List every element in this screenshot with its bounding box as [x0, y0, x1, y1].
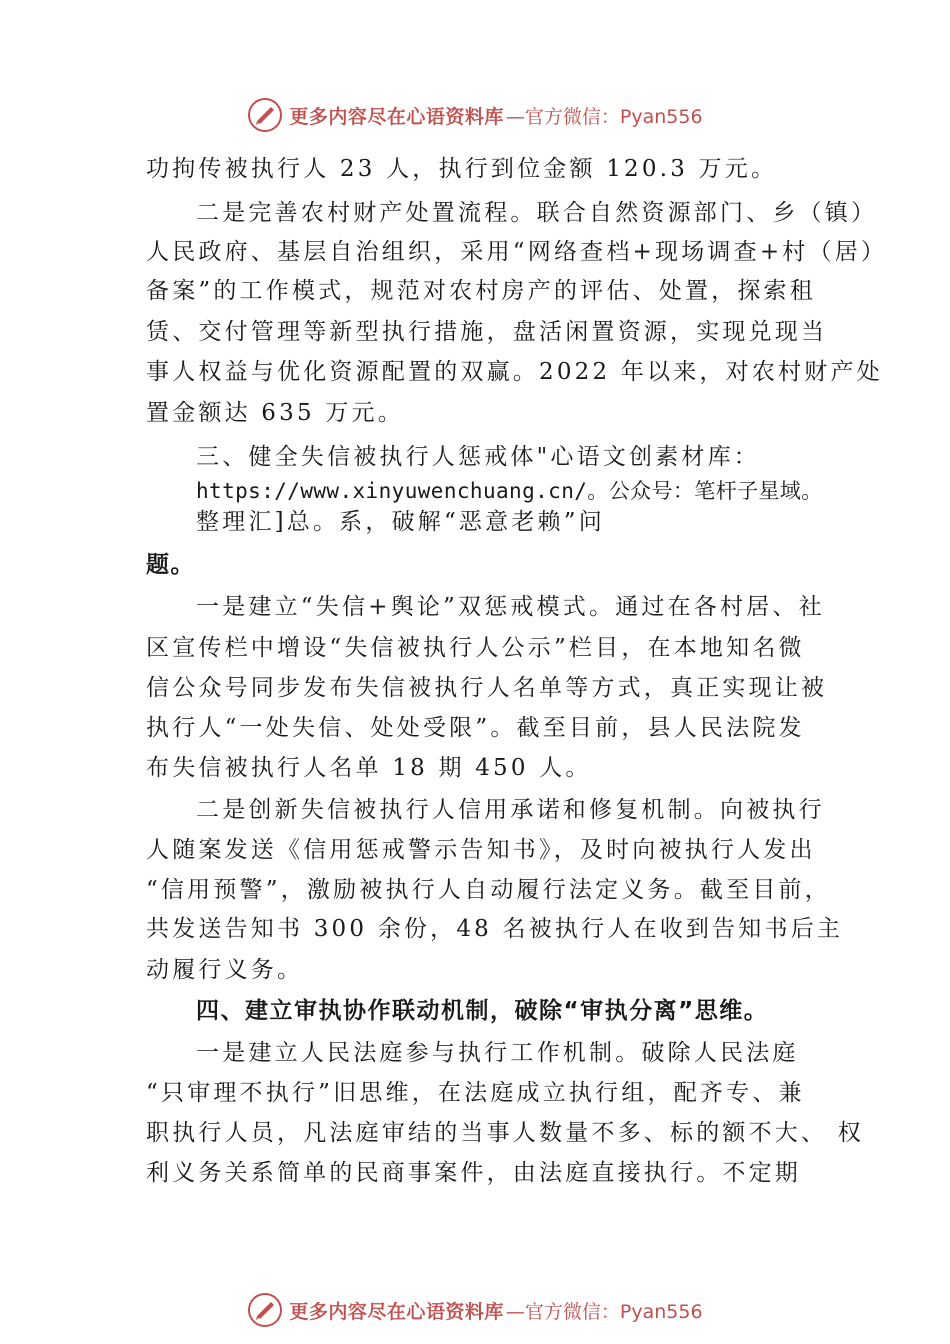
watermark-main-text: 更多内容尽在心语资料库 [289, 1300, 504, 1323]
text-line: 动履行义务。 [146, 957, 304, 983]
section-heading: 四、建立审执协作联动机制，破除“审执分离”思维。 [196, 998, 769, 1024]
text-line: 置金额达 635 万元。 [146, 400, 404, 426]
text-line: “信用预警”，激励被执行人自动履行法定义务。截至目前， [146, 877, 831, 903]
footer-watermark [0, 1290, 950, 1330]
text-line: 执行人“一处失信、处处受限”。截至目前，县人民法院发 [146, 715, 805, 741]
text-line: 事人权益与优化资源配置的双赢。2022 年以来，对农村财产处 [146, 359, 883, 385]
text-line: 备案”的工作模式，规范对农村房产的评估、处置，探索租 [146, 278, 816, 304]
text-line: 一是建立“失信+舆论”双惩戒模式。通过在各村居、社 [196, 594, 825, 620]
text-line: 一是建立人民法庭参与执行工作机制。破除人民法庭 [196, 1040, 799, 1066]
text-line: 区宣传栏中增设“失信被执行人公示”栏目，在本地知名微 [146, 635, 805, 661]
text-line: 二是完善农村财产处置流程。联合自然资源部门、乡（镇） [196, 200, 878, 226]
text-line: 整理汇]总。系，破解“恶意老赖”问 [196, 509, 605, 535]
text-line: 利义务关系简单的民商事案件，由法庭直接执行。不定期 [146, 1160, 801, 1186]
text-line: 布失信被执行人名单 18 期 450 人。 [146, 755, 592, 781]
text-line: 赁、交付管理等新型执行措施，盘活闲置资源，实现兑现当 [146, 319, 828, 345]
text-line: 人随案发送《信用惩戒警示告知书》，及时向被执行人发出 [146, 837, 816, 863]
watermark-main-text: 更多内容尽在心语资料库 [289, 105, 504, 128]
text-line: 职执行人员，凡法庭审结的当事人数量不多、标的额不大、 权 [146, 1120, 864, 1146]
text-line: 信公众号同步发布失信被执行人名单等方式，真正实现让被 [146, 675, 828, 701]
text-line: “只审理不执行”旧思维，在法庭成立执行组，配齐专、兼 [146, 1080, 805, 1106]
text-line: 二是创新失信被执行人信用承诺和修复机制。向被执行 [196, 797, 825, 823]
text-line: 三、健全失信被执行人惩戒体"心语文创素材库： [196, 444, 760, 470]
text-line: 题。 [146, 552, 195, 578]
watermark-sub-text: —官方微信：Pyan556 [505, 105, 703, 128]
text-line: 人民政府、基层自治组织，采用“网络查档+现场调查+村（居） [146, 239, 888, 265]
text-line: 功拘传被执行人 23 人，执行到位金额 120.3 万元。 [146, 156, 778, 182]
text-line: 共发送告知书 300 余份，48 名被执行人在收到告知书后主 [146, 916, 844, 942]
logo-icon [247, 1292, 283, 1328]
watermark-sub-text: —官方微信：Pyan556 [505, 1300, 703, 1323]
text-line: https://www.xinyuwenchuang.cn/。公众号：笔杆子星域。 [196, 479, 823, 503]
